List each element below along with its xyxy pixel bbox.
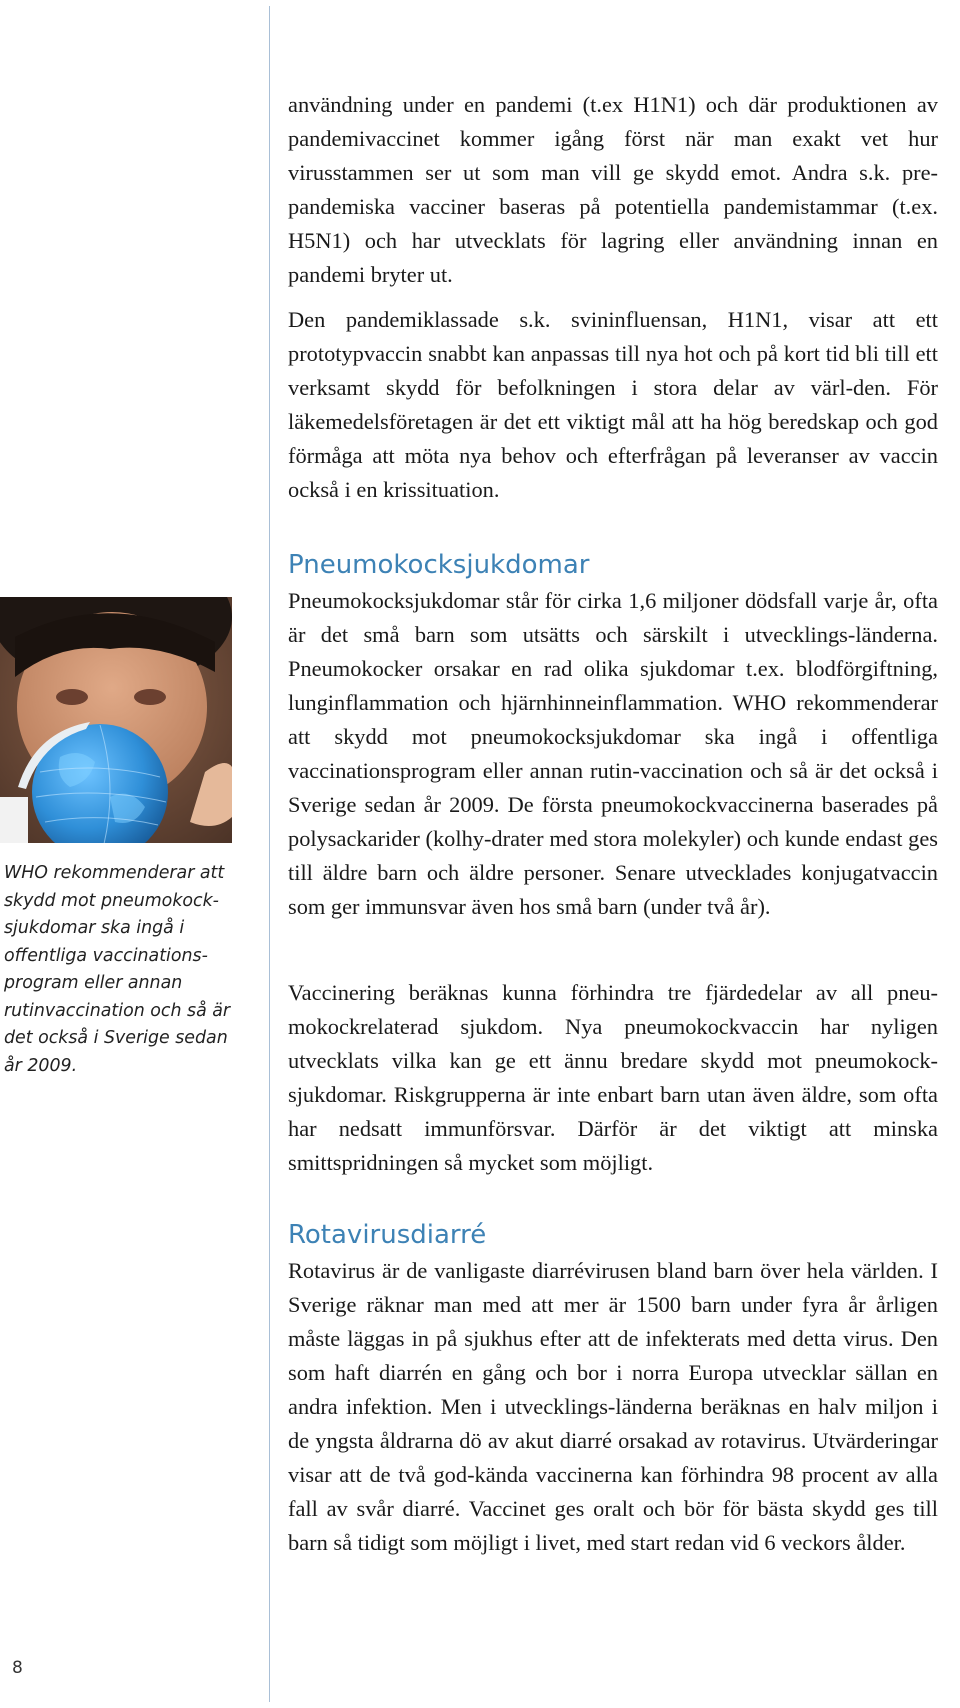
body-paragraph-pneumococcal-vaccination	[288, 976, 938, 1180]
body-paragraph-swine-flu	[288, 303, 938, 507]
body-paragraph-pneumococcal	[288, 584, 938, 924]
section-heading-pneumococcal: Pneumokocksjukdomar	[288, 550, 590, 580]
child-with-globe-photo	[0, 597, 232, 843]
photo-illustration	[0, 597, 232, 843]
body-paragraph-rotavirus	[288, 1254, 938, 1560]
paragraph-text: Rotavirus är de vanligaste diarrévirusen bland barn över hela världen. I Sverige räknar man med att mer är 1500 barn under fyra år årligen måste läggas in på sjukhus efter att de infekterats med detta virus. Den som haft diarrén en gång och bor i norra Europa utvecklar sällan en andra infektion. Men i utvecklings-länderna beräknas en halv miljon i de yngsta åldrarna dö av akut diarré orsakad av rotavirus. Utvärderingar visar att de två god-kända vaccinerna kan förhindra 98 procent av alla fall av svår diarré. Vaccinet ges oralt och bör för bästa skydd ges till barn så tidigt som möjligt i livet, med start redan vid 6 veckors ålder.	[288, 1258, 938, 1555]
paragraph-text: användning under en pandemi (t.ex H1N1) och där produktionen av pandemivaccinet kommer igång först när man exakt vet hur virusstammen ser ut som man vill ge skydd emot. Andra s.k. pre-pandemiska vacciner baseras på potentiella pandemistammar (t.ex. H5N1) och har utvecklats för lagring eller användning innan en pandemi bryter ut.	[288, 92, 938, 287]
sidebar-caption: WHO rekommenderar att skydd mot pneumokock-sjukdomar ska ingå i offentliga vaccinations-program eller annan rutinvaccination och så är det också i Sverige sedan år 2009.	[4, 863, 231, 1076]
column-divider	[269, 6, 270, 1702]
page-number: 8	[12, 1658, 23, 1678]
paragraph-text: Vaccinering beräknas kunna förhindra tre fjärdedelar av all pneu-mokockrelaterad sjukdom. Nya pneumokockvaccin har nyligen utvecklats vilka kan ge ett ännu bredare skydd mot pneumokock-sjukdomar. Riskgrupperna är inte enbart barn utan även äldre, som ofta har nedsatt immunförsvar. Därför är det viktigt att minska smittspridningen så mycket som möjligt.	[288, 980, 938, 1175]
paragraph-text: Den pandemiklassade s.k. svininfluensan, H1N1, visar att ett prototypvaccin snabbt kan anpassas till nya hot och på kort tid bli till ett verksamt skydd för befolkningen i stora delar av värl-den. För läkemedelsföretagen är det ett viktigt mål att ha hög beredskap och god förmåga att möta nya behov och efterfrågan på leveranser av vaccin också i en krissituation.	[288, 307, 938, 502]
section-heading-rotavirus: Rotavirusdiarré	[288, 1220, 487, 1250]
body-paragraph-vaccine-production	[288, 88, 938, 292]
paragraph-text: Pneumokocksjukdomar står för cirka 1,6 miljoner dödsfall varje år, ofta är det små barn som utsätts och särskilt i utvecklings-länderna. Pneumokocker orsakar en rad olika sjukdomar t.ex. blodförgiftning, lunginflammation och hjärnhinneinflammation. WHO rekommenderar att skydd mot pneumokocksjukdomar ska ingå i offentliga vaccinationsprogram eller annan rutin-vaccination och så är det också i Sverige sedan år 2009. De första pneumokockvaccinerna baserades på polysackarider (kolhy-drater med stora molekyler) och kunde endast ges till äldre barn och äldre personer. Senare utvecklades konjugatvaccin som ger immunsvar även hos små barn (under två år).	[288, 588, 938, 919]
